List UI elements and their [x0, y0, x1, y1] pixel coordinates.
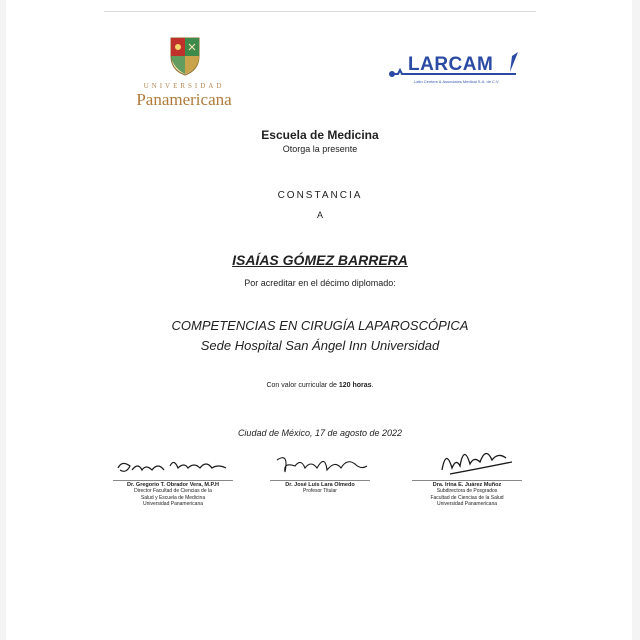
- course-title: COMPETENCIAS EN CIRUGÍA LAPAROSCÓPICA: [171, 318, 469, 333]
- signature-block-director: [98, 440, 248, 508]
- signature-line: [270, 480, 370, 481]
- handwritten-signature: [402, 440, 532, 480]
- signer-title-2: Facultad de Ciencias de la Salud: [430, 494, 504, 501]
- signature-block-professor: [245, 440, 395, 495]
- handwritten-signature: [255, 440, 385, 480]
- universidad-panamericana-logo: [120, 36, 248, 112]
- signature-line: [113, 480, 233, 481]
- handwritten-signature: [108, 440, 238, 480]
- signer-title-1: Subdirectora de Posgrados: [436, 488, 498, 494]
- larcam-logo: [388, 52, 522, 92]
- signer-title-1: Director Facultad de Ciencias de la: [134, 488, 212, 494]
- signer-title-3: Universidad Panamericana: [436, 501, 498, 507]
- university-prefix: UNIVERSIDAD: [143, 82, 225, 90]
- to-text: A: [316, 210, 323, 220]
- value-hours: 120 horas: [338, 382, 372, 389]
- school-title: Escuela de Medicina: [261, 128, 379, 142]
- value-prefix: Con valor curricular de: [266, 382, 339, 389]
- university-name: Panamericana: [136, 90, 232, 109]
- reason-text: Por acreditar en el décimo diplomado:: [244, 278, 396, 288]
- signer-title-1: Profesor Titular: [303, 488, 337, 494]
- signature-line: [412, 480, 522, 481]
- signer-title-3: Universidad Panamericana: [142, 501, 204, 507]
- signature-block-subdirector: [392, 440, 542, 508]
- grants-text: Otorga la presente: [282, 144, 358, 154]
- signer-name: Dr. José Luis Lara Olmedo: [285, 482, 355, 488]
- signer-name: Dra. Irina E. Juárez Muñoz: [432, 482, 502, 488]
- value-suffix: .: [371, 382, 374, 389]
- top-divider: [104, 11, 536, 12]
- certificate-type: CONSTANCIA: [277, 190, 363, 201]
- larcam-tagline: Latin Centers & Associates Medical S.A. de C.V.: [414, 79, 500, 84]
- signer-name: Dr. Gregorio T. Obrador Vera, M.P.H: [127, 482, 219, 488]
- signer-title-2: Salud y Escuela de Medicina: [140, 494, 206, 501]
- place-date: Ciudad de México, 17 de agosto de 2022: [237, 428, 403, 438]
- venue-text: Sede Hospital San Ángel Inn Universidad: [200, 338, 440, 353]
- shield-icon: [169, 36, 201, 76]
- recipient-name: ISAÍAS GÓMEZ BARRERA: [232, 252, 408, 268]
- curricular-value: [0, 382, 640, 389]
- larcam-wordmark: LARCAM: [408, 54, 494, 75]
